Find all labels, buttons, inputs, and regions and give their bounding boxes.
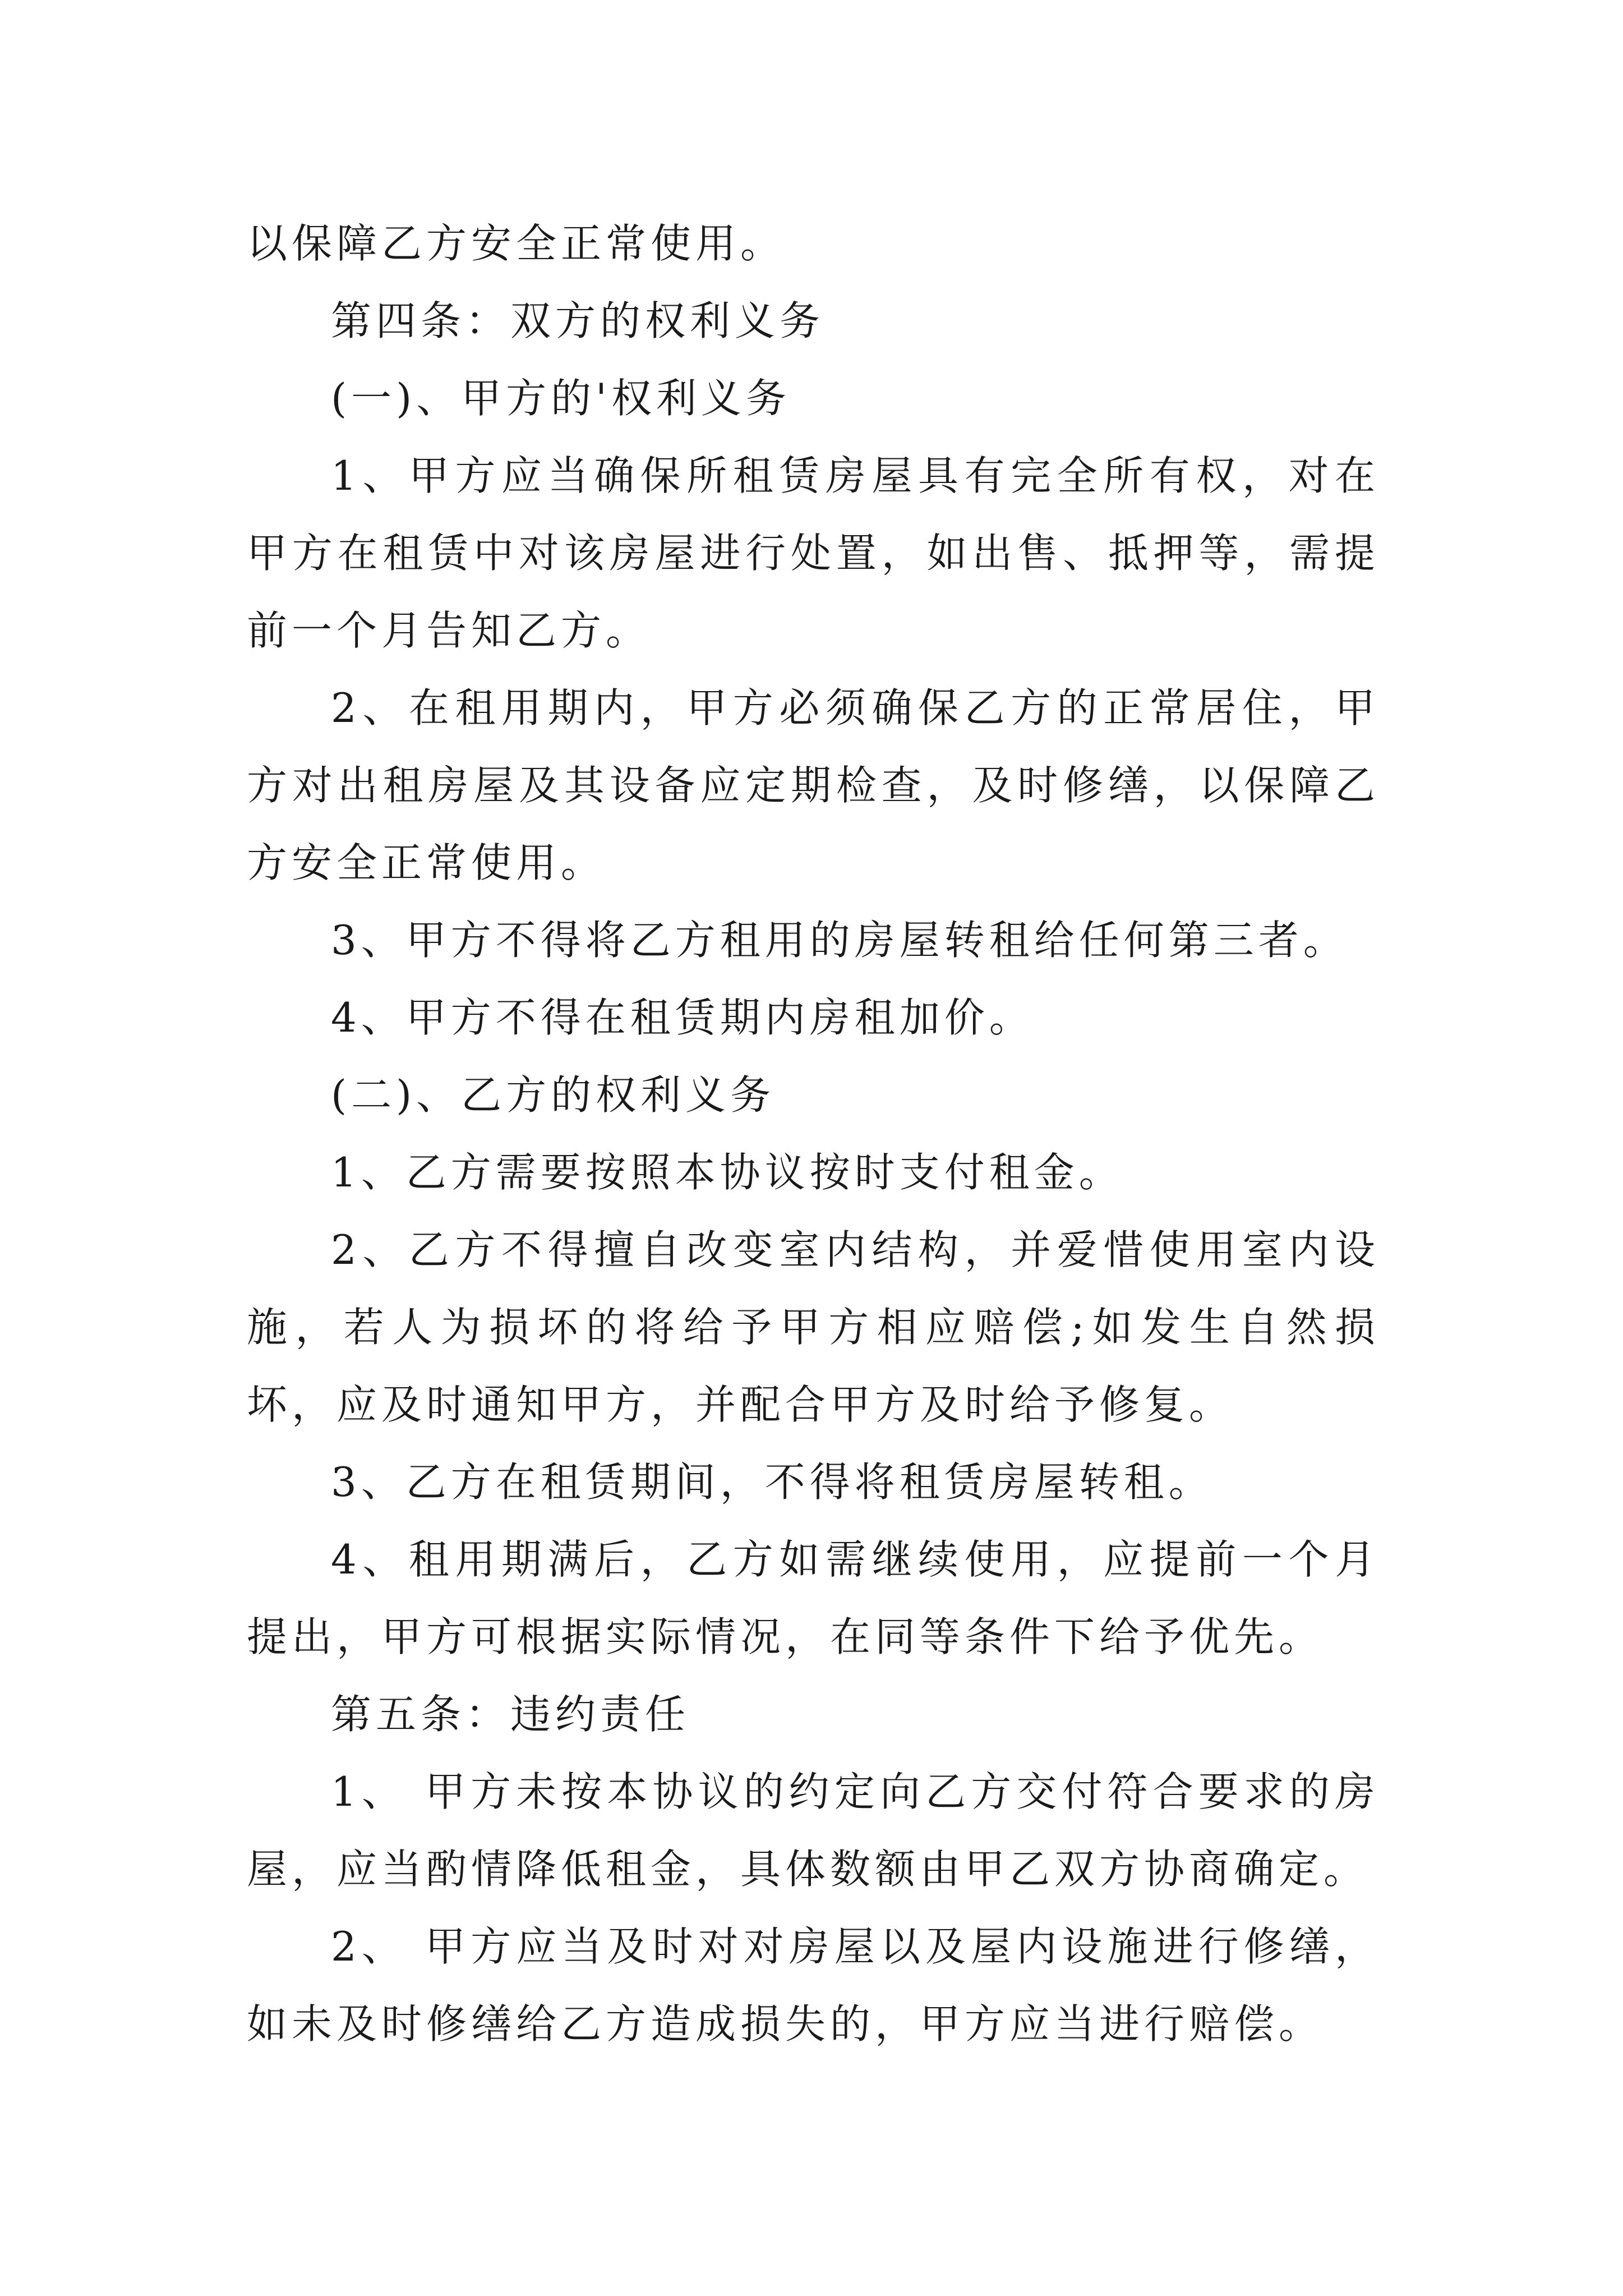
section-party-a-heading: (一)、甲方的'权利义务: [331, 375, 791, 422]
party-a-clause-4: 4、甲方不得在租赁期内房租加价。: [331, 994, 1034, 1041]
party-b-clause-2: 2、乙方不得擅自改变室内结构，并爱惜使用室内设施，若人为损坏的将给予甲方相应赔偿;如发生自然损坏，应及时通知甲方，并配合甲方及时给予修复。: [247, 1226, 1380, 1428]
section-party-b-heading: (二)、乙方的权利义务: [331, 1071, 776, 1119]
party-a-clause-2: 2、在租用期内，甲方必须确保乙方的正常居住，甲方对出租房屋及其设备应定期检查，及时修缮，以保障乙方安全正常使用。: [247, 684, 1380, 886]
paragraph-continuation: 以保障乙方安全正常使用。: [247, 220, 786, 267]
document-body: [247, 205, 1380, 2063]
party-a-clause-3: 3、甲方不得将乙方租用的房屋转租给任何第三者。: [331, 917, 1348, 964]
party-a-clause-1: 1、甲方应当确保所租赁房屋具有完全所有权，对在甲方在租赁中对该房屋进行处置，如出售、抵押等，需提前一个月告知乙方。: [247, 452, 1380, 654]
liability-clause-2: 2、 甲方应当及时对对房屋以及屋内设施进行修缮，如未及时修缮给乙方造成损失的，甲方应当进行赔偿。: [247, 1923, 1380, 2047]
party-b-clause-1: 1、乙方需要按照本协议按时支付租金。: [331, 1149, 1124, 1196]
article-4-heading: 第四条：双方的权利义务: [331, 297, 825, 344]
party-b-clause-3: 3、乙方在租赁期间，不得将租赁房屋转租。: [331, 1458, 1214, 1506]
party-b-clause-4: 4、租用期满后，乙方如需继续使用，应提前一个月提出，甲方可根据实际情况，在同等条件下给予优先。: [247, 1536, 1380, 1660]
article-5-heading: 第五条：违约责任: [331, 1691, 690, 1738]
liability-clause-1: 1、 甲方未按本协议的约定向乙方交付符合要求的房屋，应当酌情降低租金，具体数额由甲乙双方协商确定。: [247, 1768, 1380, 1893]
